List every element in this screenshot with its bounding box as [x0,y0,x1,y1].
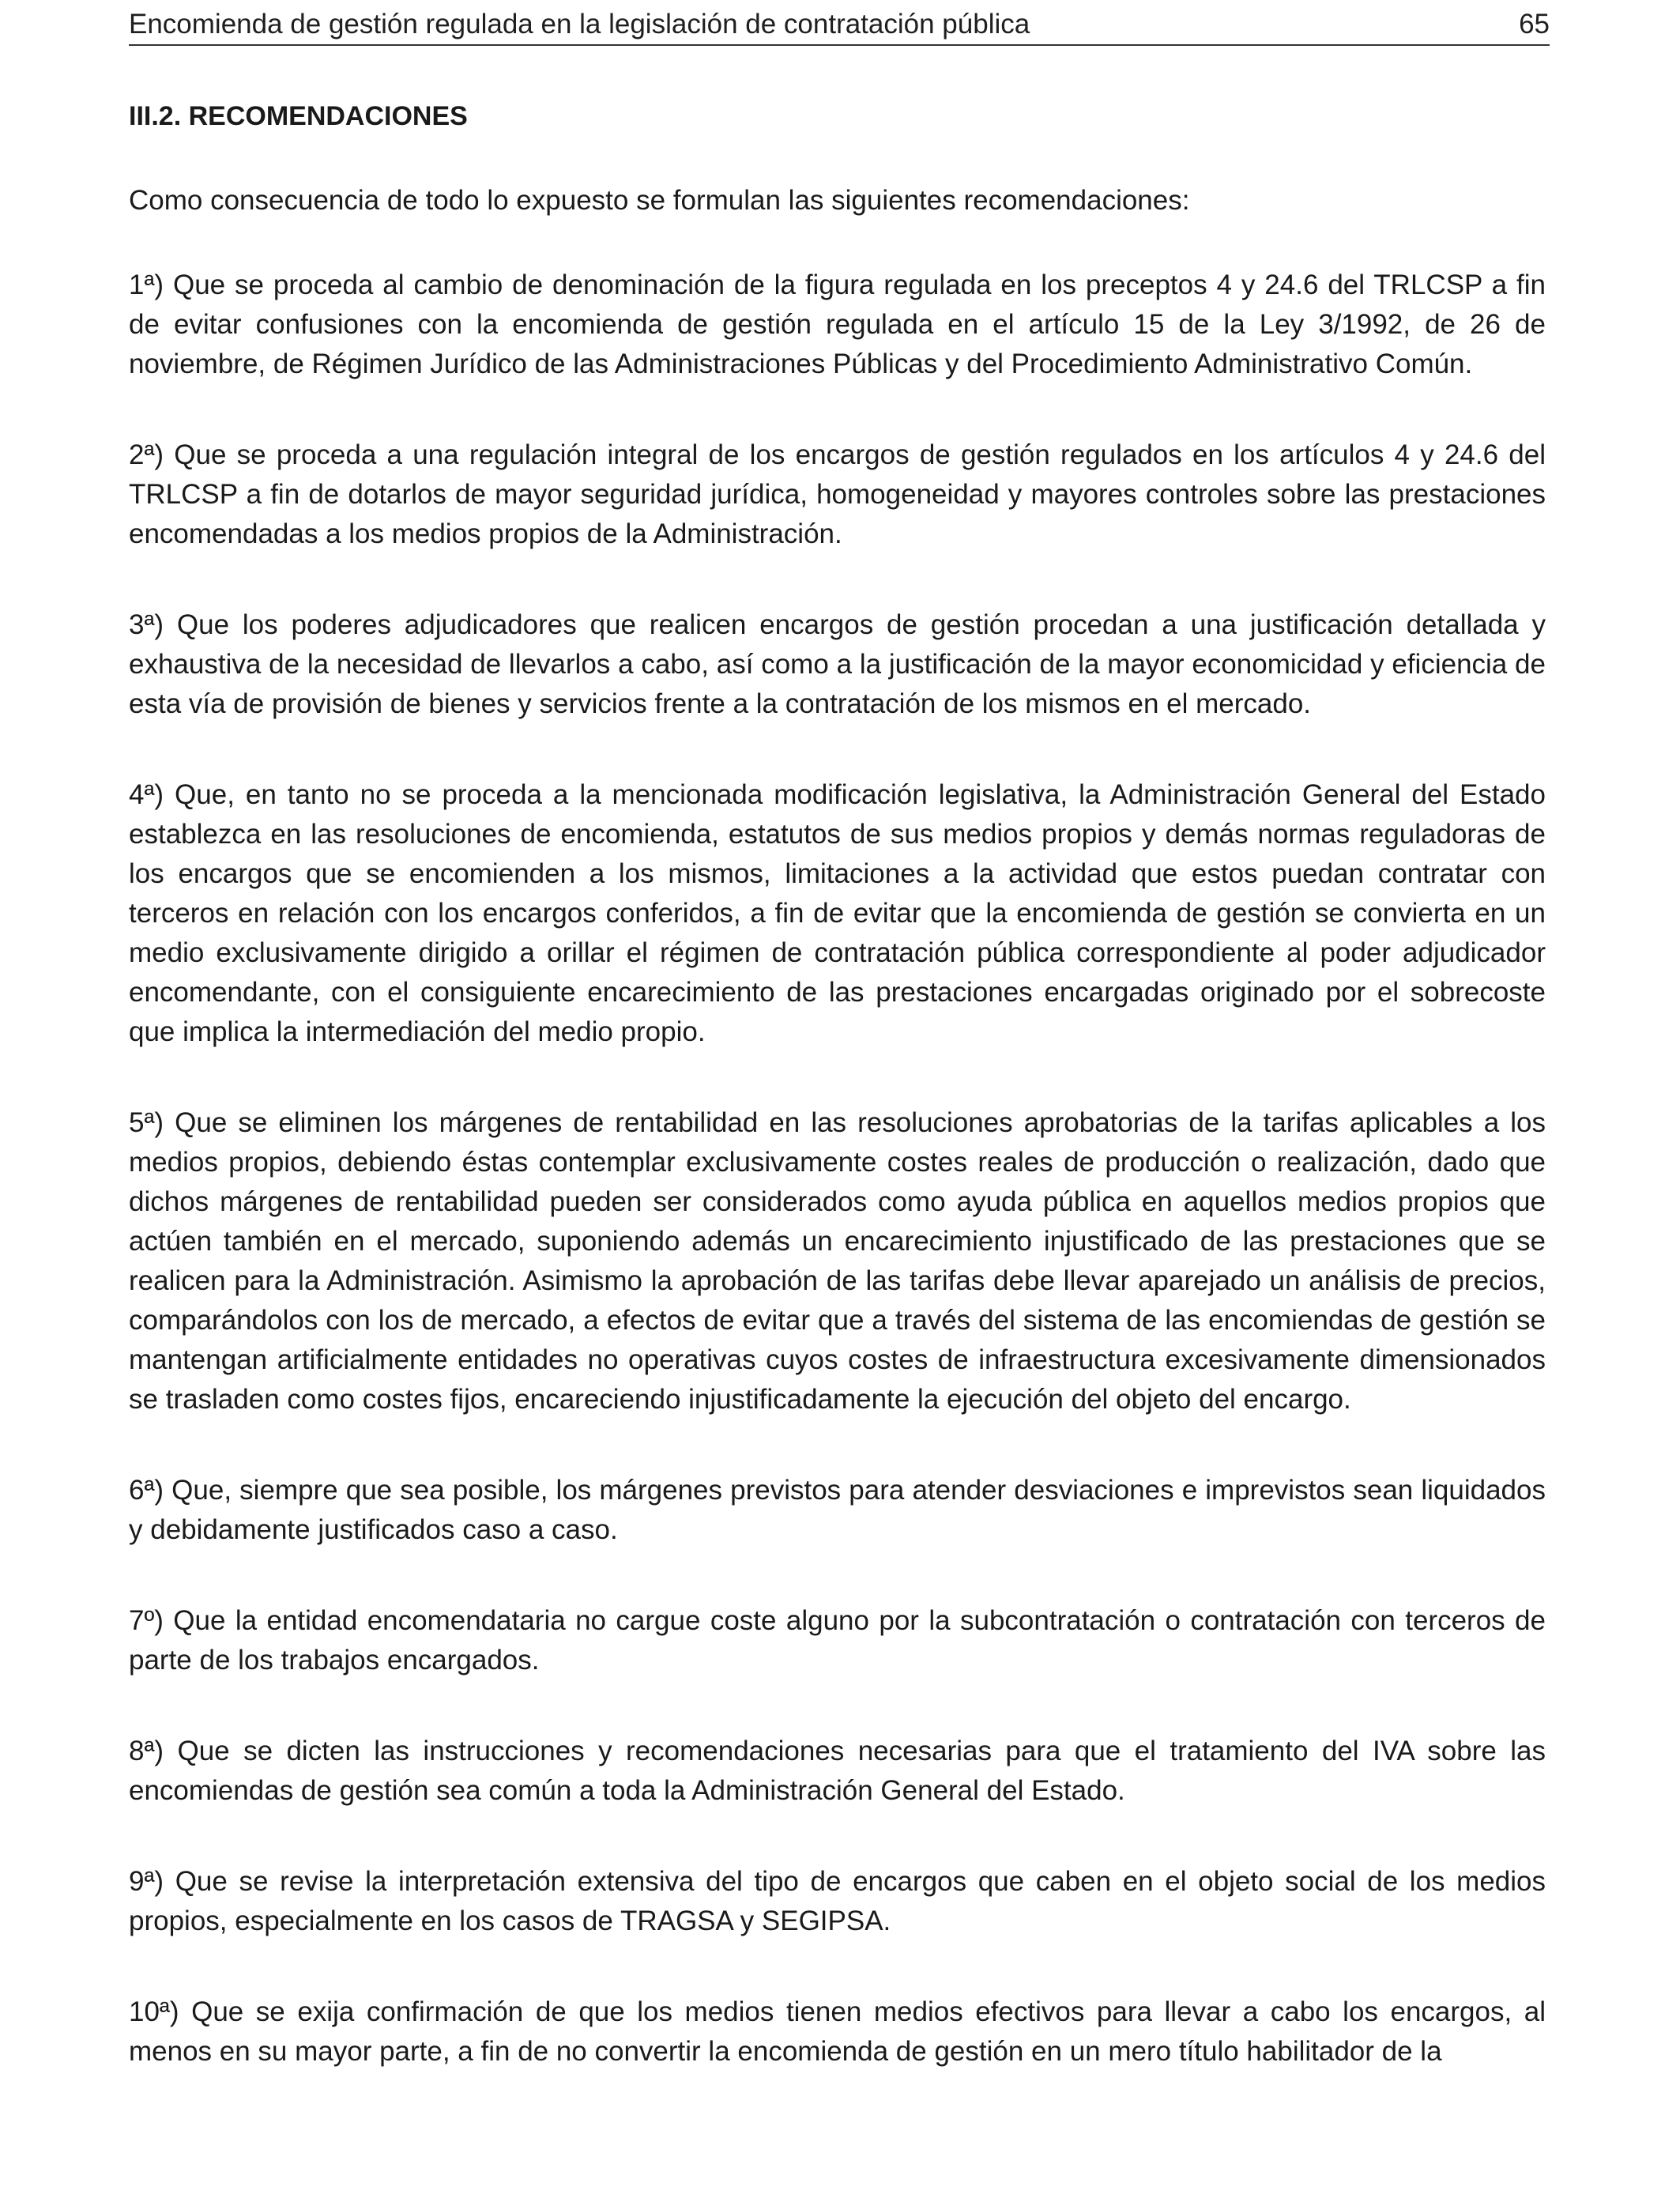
recommendation-9: 9ª) Que se revise la interpretación extensiva del tipo de encargos que caben en el objeto social de los medios propios, especialmente en los casos de TRAGSA y SEGIPSA. [129,1866,1546,1936]
recommendation-8: 8ª) Que se dicten las instrucciones y recomendaciones necesarias para que el tratamiento del IVA sobre las encomiendas de gestión sea común a toda la Administración General del Estado. [129,1736,1546,1806]
header-title: Encomienda de gestión regulada en la legislación de contratación pública [129,9,1030,40]
document-body [129,96,1546,2123]
section-heading: III.2. RECOMENDACIONES [129,101,468,131]
intro-paragraph: Como consecuencia de todo lo expuesto se formulan las siguientes recomendaciones: [129,185,1190,216]
recommendation-6: 6ª) Que, siempre que sea posible, los márgenes previstos para atender desviaciones e imprevistos sean liquidados y debidamente justificados caso a caso. [129,1475,1546,1545]
recommendation-7: 7º) Que la entidad encomendataria no cargue coste alguno por la subcontratación o contratación con terceros de parte de los trabajos encargados. [129,1605,1546,1676]
recommendation-1: 1ª) Que se proceda al cambio de denominación de la figura regulada en los preceptos 4 y 24.6 del TRLCSP a fin de evitar confusiones con la encomienda de gestión regulada en el artículo 15 de la Ley 3/1992, de 26 de noviembre, de Régimen Jurídico de las Administraciones Públicas y del Procedimiento Administrativo Común. [129,270,1546,379]
page-number: 65 [1519,9,1550,40]
recommendation-4: 4ª) Que, en tanto no se proceda a la mencionada modificación legislativa, la Administración General del Estado establezca en las resoluciones de encomienda, estatutos de sus medios propios y demás normas reguladoras de los encargos que se encomienden a los mismos, limitaciones a la actividad que estos puedan contratar con terceros en relación con los encargos conferidos, a fin de evitar que la encomienda de gestión se convierta en un medio exclusivamente dirigido a orillar el régimen de contratación pública correspondiente al poder adjudicador encomendante, con el consiguiente encarecimiento de las prestaciones encargadas originado por el sobrecoste que implica la intermediación del medio propio. [129,779,1546,1047]
recommendation-5: 5ª) Que se eliminen los márgenes de rentabilidad en las resoluciones aprobatorias de la tarifas aplicables a los medios propios, debiendo éstas contemplar exclusivamente costes reales de producción o realización, dado que dichos márgenes de rentabilidad pueden ser considerados como ayuda pública en aquellos medios propios que actúen también en el mercado, suponiendo además un encarecimiento injustificado de las prestaciones que se realicen para la Administración. Asimismo la aprobación de las tarifas debe llevar aparejado un análisis de precios, comparándolos con los de mercado, a efectos de evitar que a través del sistema de las encomiendas de gestión se mantengan artificialmente entidades no operativas cuyos costes de infraestructura excesivamente dimensionados se trasladen como costes fijos, encareciendo injustificadamente la ejecución del objeto del encargo. [129,1107,1546,1415]
recommendation-10: 10ª) Que se exija confirmación de que los medios tienen medios efectivos para llevar a cabo los encargos, al menos en su mayor parte, a fin de no convertir la encomienda de gestión en un mero título habilitador de la [129,1996,1546,2067]
recommendation-2: 2ª) Que se proceda a una regulación integral de los encargos de gestión regulados en los artículos 4 y 24.6 del TRLCSP a fin de dotarlos de mayor seguridad jurídica, homogeneidad y mayores controles sobre las prestaciones encomendadas a los medios propios de la Administración. [129,439,1546,549]
recommendation-3: 3ª) Que los poderes adjudicadores que realicen encargos de gestión procedan a una justificación detallada y exhaustiva de la necesidad de llevarlos a cabo, así como a la justificación de la mayor economicidad y eficiencia de esta vía de provisión de bienes y servicios frente a la contratación de los mismos en el mercado. [129,609,1546,719]
running-header [129,5,1550,46]
